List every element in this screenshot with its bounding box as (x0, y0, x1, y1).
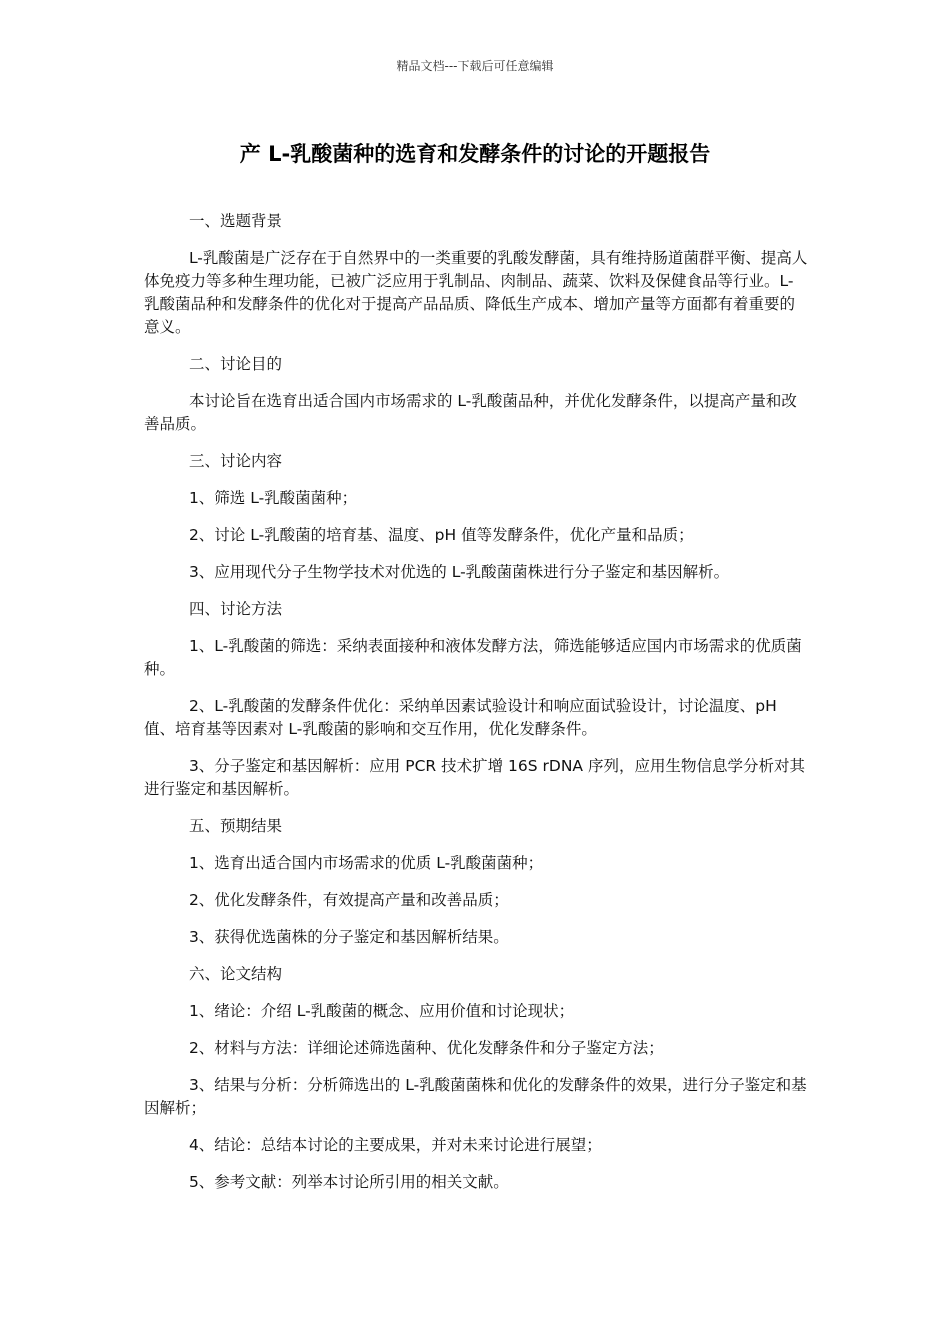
list-item: 4、结论：总结本讨论的主要成果，并对未来讨论进行展望； (188, 1136, 602, 1154)
list-item: 2、讨论 L-乳酸菌的培育基、温度、pH 值等发酵条件，优化产量和品质； (188, 526, 694, 544)
list-item: 2、L-乳酸菌的发酵条件优化：采纳单因素试验设计和响应面试验设计，讨论温度、pH 值、培育基等因素对 L-乳酸菌的影响和交互作用，优化发酵条件。 (144, 697, 777, 738)
list-item: 3、应用现代分子生物学技术对优选的 L-乳酸菌菌株进行分子鉴定和基因解析。 (188, 563, 730, 581)
list-item: 1、绪论：介绍 L-乳酸菌的概念、应用价值和讨论现状； (188, 1002, 575, 1020)
list-item: 3、分子鉴定和基因解析：应用 PCR 技术扩增 16S rDNA 序列，应用生物信息学分析对其进行鉴定和基因解析。 (144, 757, 805, 798)
list-item: 2、材料与方法：详细论述筛选菌种、优化发酵条件和分子鉴定方法； (188, 1039, 664, 1057)
section-heading: 二、讨论目的 (188, 355, 282, 373)
list-item: 2、优化发酵条件，有效提高产量和改善品质； (188, 891, 509, 909)
list-item: 1、选育出适合国内市场需求的优质 L-乳酸菌菌种； (188, 854, 544, 872)
list-item: 1、筛选 L-乳酸菌菌种； (188, 489, 358, 507)
section-heading: 三、讨论内容 (188, 452, 282, 470)
document-title: 产 L-乳酸菌种的选育和发酵条件的讨论的开题报告 (239, 142, 711, 166)
header-note: 精品文档---下载后可任意编辑 (396, 59, 554, 73)
list-item: 3、获得优选菌株的分子鉴定和基因解析结果。 (188, 928, 509, 946)
list-item: 5、参考文献：列举本讨论所引用的相关文献。 (188, 1173, 509, 1191)
document-body (144, 210, 808, 1208)
section-heading: 四、讨论方法 (188, 600, 282, 618)
section-heading: 一、选题背景 (188, 212, 282, 230)
section-heading: 六、论文结构 (188, 965, 282, 983)
list-item: 1、L-乳酸菌的筛选：采纳表面接种和液体发酵方法，筛选能够适应国内市场需求的优质菌种。 (144, 637, 802, 678)
paragraph: 本讨论旨在选育出适合国内市场需求的 L-乳酸菌品种，并优化发酵条件，以提高产量和改善品质。 (144, 392, 797, 433)
section-heading: 五、预期结果 (188, 817, 282, 835)
paragraph: L-乳酸菌是广泛存在于自然界中的一类重要的乳酸发酵菌，具有维持肠道菌群平衡、提高人体免疫力等多种生理功能，已被广泛应用于乳制品、肉制品、蔬菜、饮料及保健食品等行业。L-乳酸菌品种和发酵条件的优化对于提高产品品质、降低生产成本、增加产量等方面都有着重要的意义。 (144, 249, 808, 336)
list-item: 3、结果与分析：分析筛选出的 L-乳酸菌菌株和优化的发酵条件的效果，进行分子鉴定和基因解析； (144, 1076, 807, 1117)
